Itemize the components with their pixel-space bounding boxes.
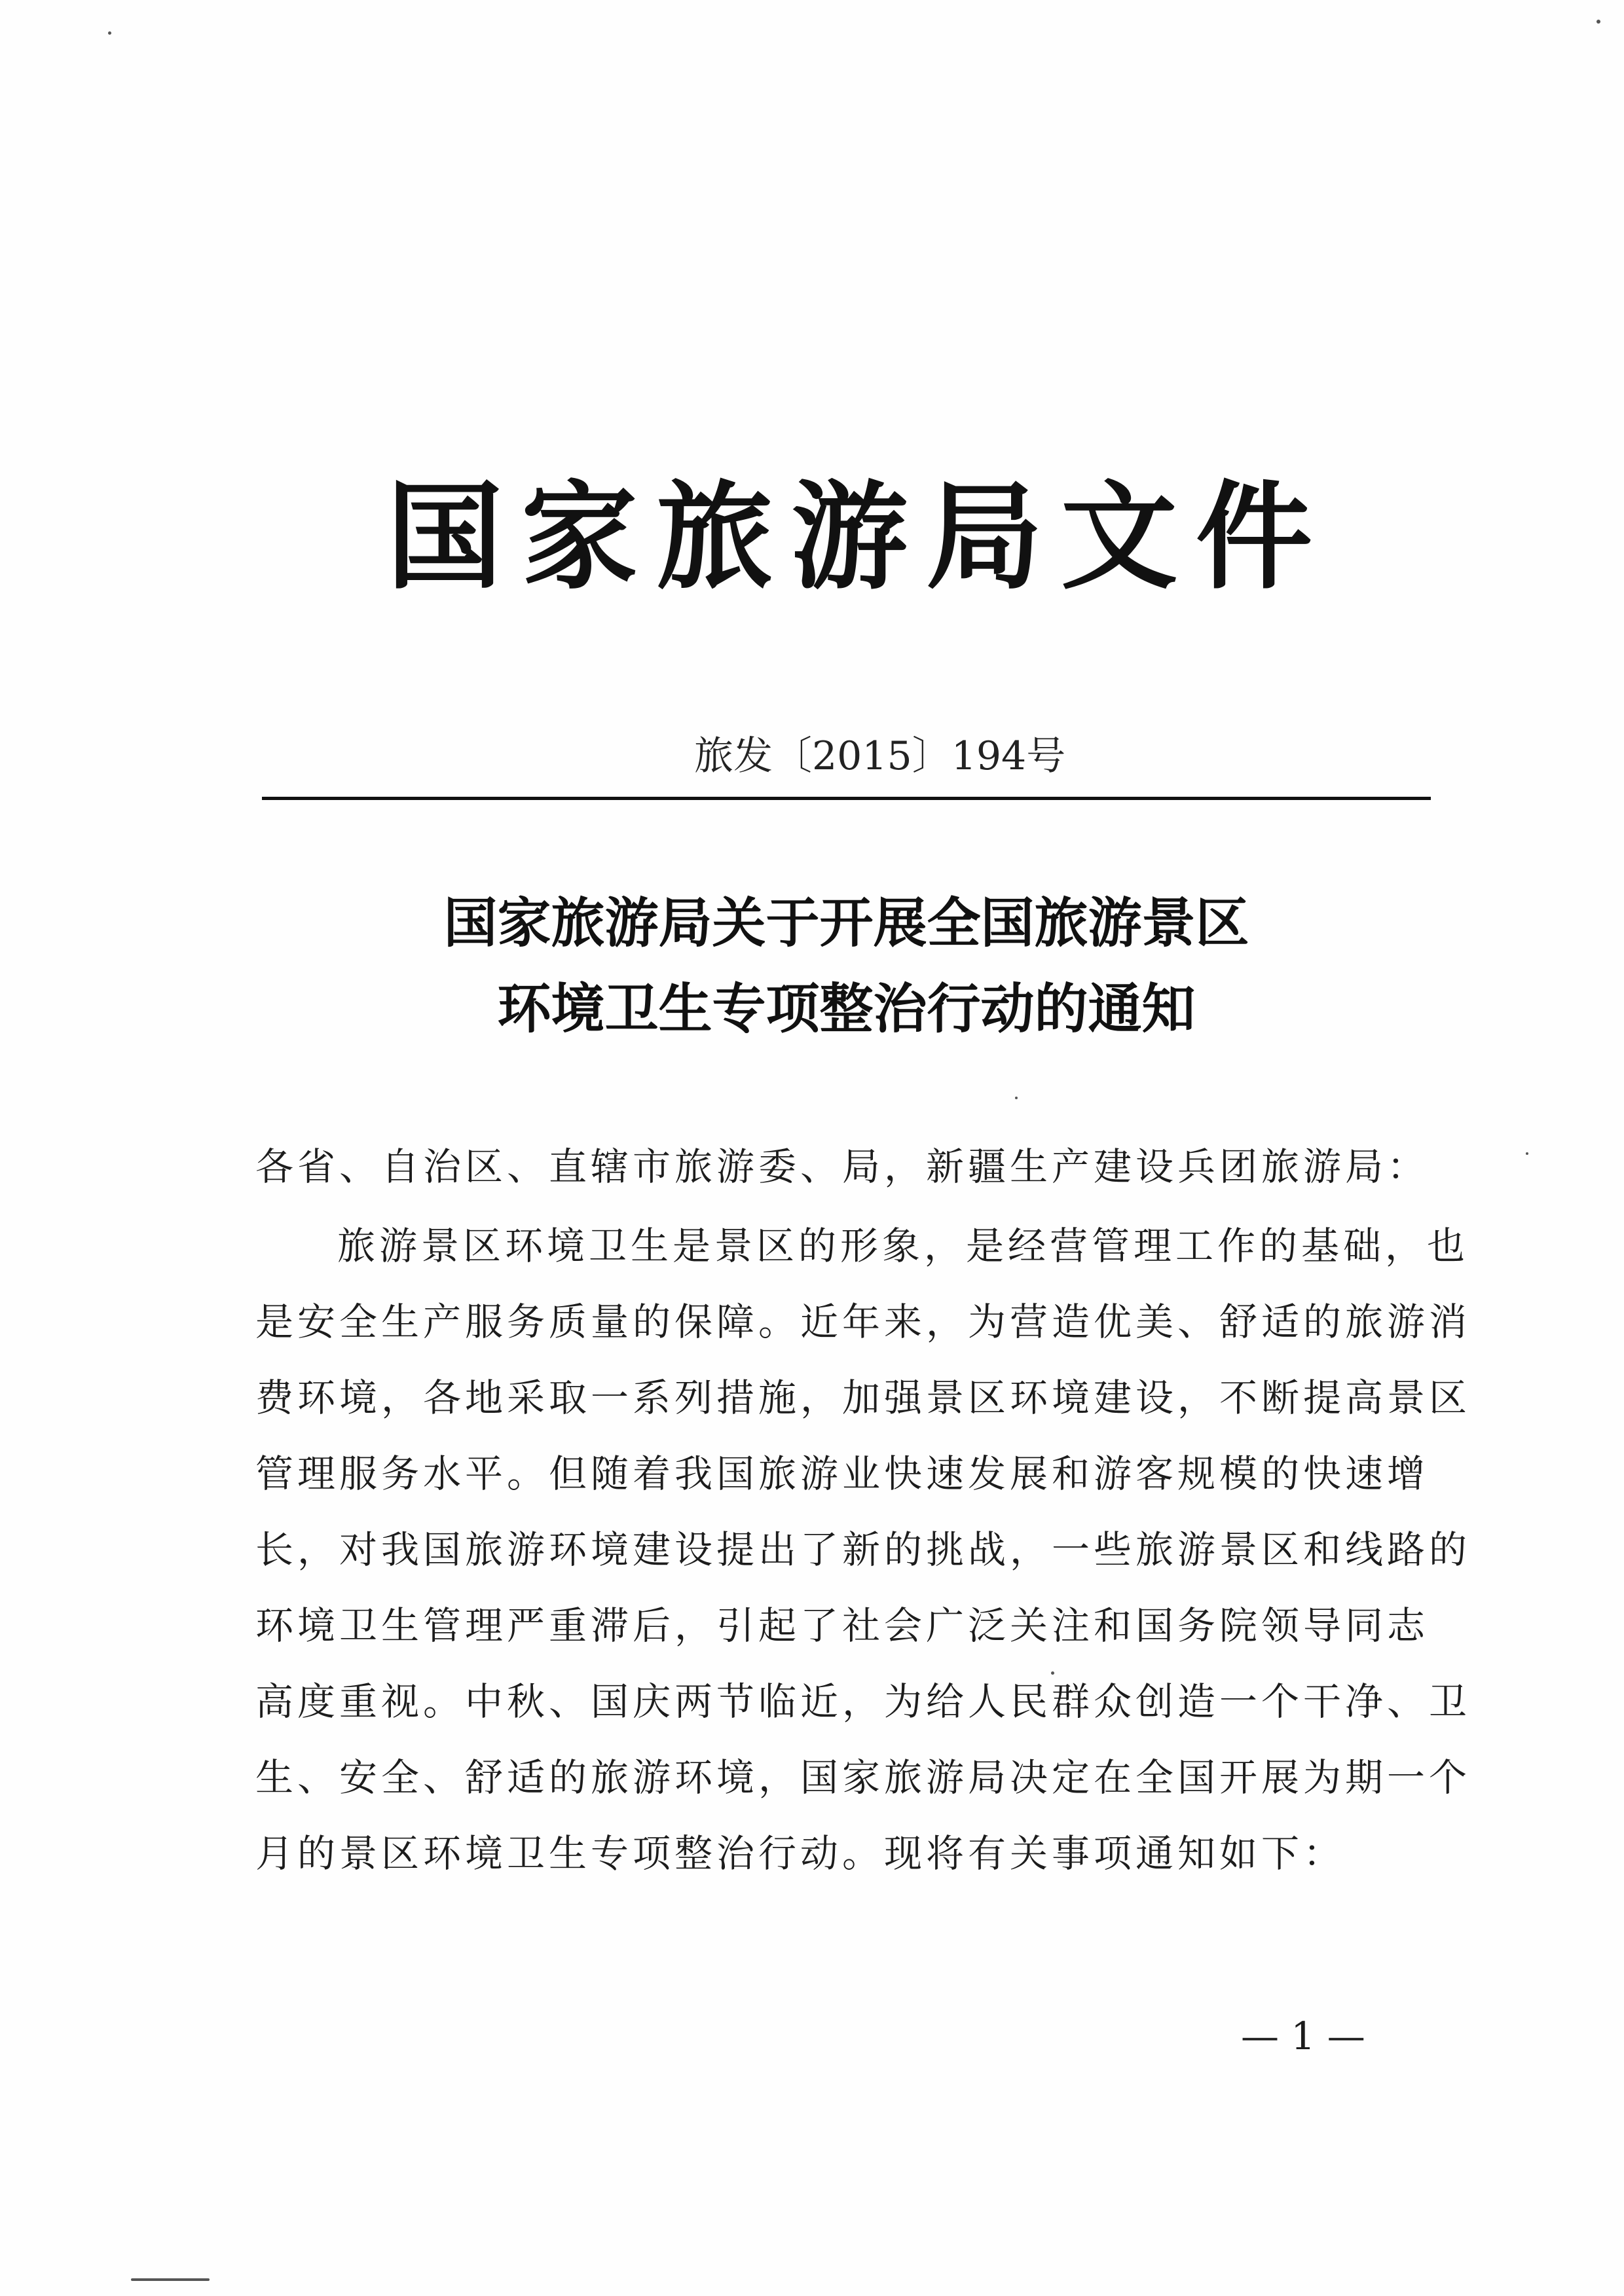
body-line: 生、安全、舒适的旅游环境，国家旅游局决定在全国开展为期一个: [255, 1755, 1471, 1800]
scan-speck: [131, 2278, 210, 2281]
body-line: 费环境，各地采取一系列措施，加强景区环境建设，不断提高景区: [255, 1376, 1471, 1420]
body-line: 月的景区环境卫生专项整治行动。现将有关事项通知如下：: [255, 1831, 1346, 1876]
body-line: 管理服务水平。但随着我国旅游业快速发展和游客规模的快速增: [255, 1451, 1430, 1496]
scan-speck: [1015, 1097, 1018, 1099]
scan-speck: [1051, 1671, 1054, 1675]
body-line: 旅游景区环境卫生是景区的形象，是经营管理工作的基础，也: [337, 1224, 1469, 1268]
body-line: 长，对我国旅游环境建设提出了新的挑战，一些旅游景区和线路的: [255, 1527, 1471, 1572]
document-masthead: 国家旅游局文件: [386, 468, 1331, 605]
page-number: — 1 —: [1241, 2014, 1365, 2058]
scan-speck: [1526, 1152, 1528, 1155]
body-line: 环境卫生管理严重滞后，引起了社会广泛关注和国务院领导同志: [255, 1603, 1430, 1648]
document-number: 旅发〔2015〕194号: [694, 733, 1066, 779]
salutation: 各省、自治区、直辖市旅游委、局，新疆生产建设兵团旅游局：: [255, 1144, 1430, 1189]
header-divider: [262, 797, 1431, 800]
scan-speck: [108, 31, 111, 35]
scan-speck: [1596, 20, 1600, 24]
document-title-line-1: 国家旅游局关于开展全国旅游景区: [443, 892, 1249, 955]
body-line: 是安全生产服务质量的保障。近年来，为营造优美、舒适的旅游消: [255, 1300, 1471, 1344]
body-line: 高度重视。中秋、国庆两节临近，为给人民群众创造一个干净、卫: [255, 1679, 1471, 1724]
document-title-line-2: 环境卫生专项整治行动的通知: [497, 977, 1196, 1040]
